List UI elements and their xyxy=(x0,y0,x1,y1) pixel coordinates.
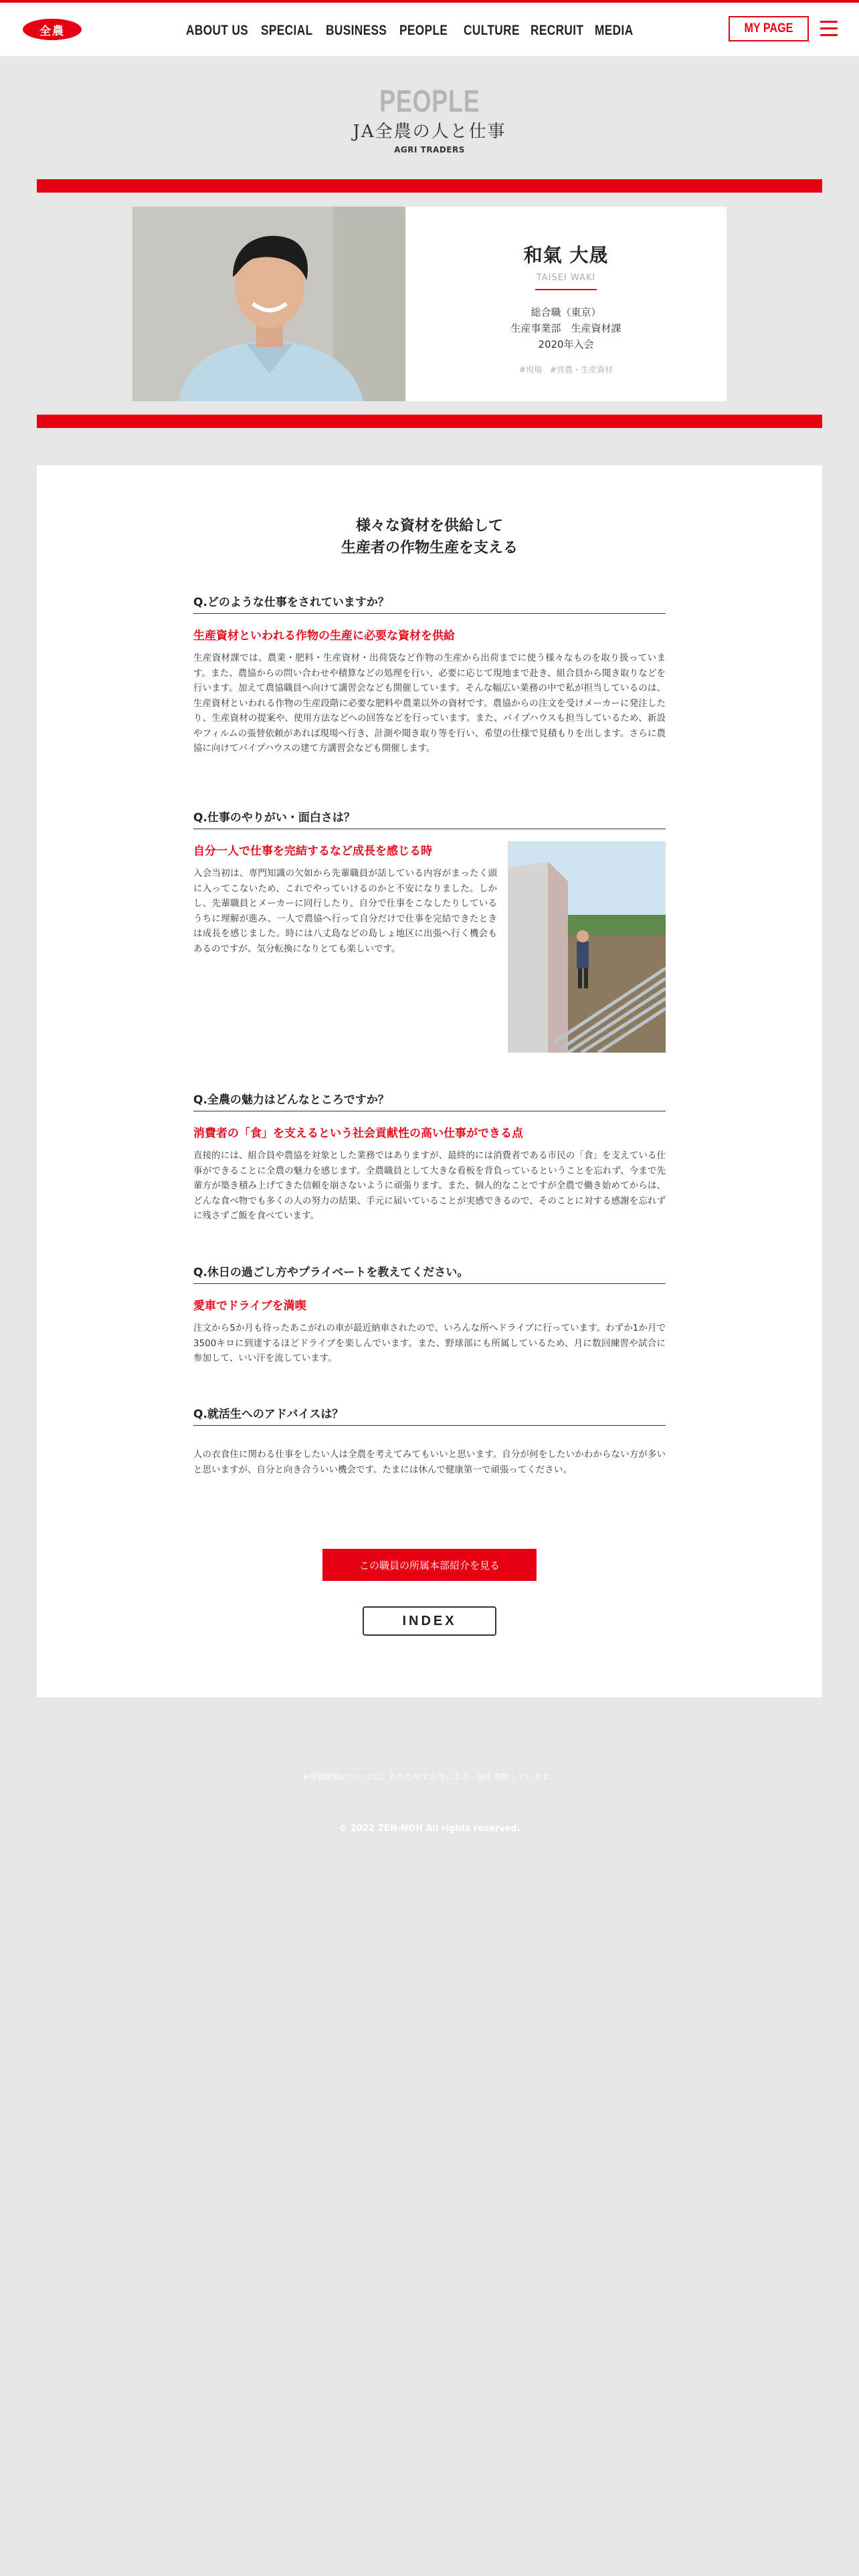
profile-name: 和氣 大晟 xyxy=(523,244,609,266)
profile-divider xyxy=(535,289,597,290)
article-headline xyxy=(37,515,822,559)
qa-answer-body: 注文から5か月も待ったあこがれの車が最近納車されたので、いろんな所へドライブに行っています。わずか1か月で3500キロに到達するほどドライブを楽しんでいます。また、野球部にも所属しているため、月に数回練習や試合に参加して、いい汗を流しています。 xyxy=(193,1323,666,1364)
profile-info xyxy=(405,207,727,401)
nav-media[interactable]: MEDIA xyxy=(595,23,634,38)
qa-answer-body: 生産資材課では、農業・肥料・生産資材・出荷袋など作物の生産から出荷までに使う様々なものを取り扱っています。また、農協からの問い合わせや積算などの処理を行い、必要に応じて現地まで赴き、組合員から聞き取りなどを行います。加えて農協職員へ向けて講習会なども開催しています。そんな幅広い業務の中で私が担当しているのは、生産資材といわれる作物の生産段階に必要な肥料や農業以外の資材です。農協からの注文を受けメーカーに発注したり、生産資材の提案や、使用方法などへの回答などを行っています。また、パイプハウスも担当しているため、新設やフィルムの張替依頼があれば現場へ行き、計測や聞き取り等を行い、希望の仕様で見積もりを出します。さらに農協に向けてパイプハウスの建て方講習会なども開催します。 xyxy=(193,653,666,754)
qa-question: Q.休日の過ごし方やプライベートを教えてください。 xyxy=(193,1263,666,1284)
qa-question: Q.どのような仕事をされていますか？ xyxy=(193,593,666,614)
page-subtitle-en: AGRI TRADERS xyxy=(394,145,465,154)
mypage-label: MY PAGE xyxy=(744,21,793,35)
profile-tags xyxy=(405,364,727,375)
field-photo xyxy=(508,841,666,1053)
logo-text: 全農 xyxy=(39,24,65,38)
page-title xyxy=(0,83,859,119)
qa-section xyxy=(193,1090,666,1224)
page-subtitle: JA全農の人と仕事 xyxy=(353,122,506,142)
qa-section xyxy=(193,593,666,756)
headline-line: 生産者の作物生産を支える xyxy=(341,540,518,556)
qa-question: Q.就活生へのアドバイスは？ xyxy=(193,1404,666,1426)
qa-answer-body: 人の衣食住に関わる仕事をしたい人は全農を考えてみてもいいと思います。自分が何をしたいかわからない方が多いと思いますが、自分と向き合ういい機会です。たまには休んで健康第一で頑張ってください。 xyxy=(193,1449,666,1475)
footer-note: ※役職掲載については、わかりやすさ等により一部を省略しています。 xyxy=(302,1772,557,1782)
nav-people[interactable]: PEOPLE xyxy=(399,23,448,38)
index-button[interactable]: INDEX xyxy=(363,1606,496,1636)
profile-dept-line: 2020年入会 xyxy=(538,338,594,350)
qa-question: Q.仕事のやりがい・面白さは？ xyxy=(193,808,666,829)
tag-link[interactable]: #現場 xyxy=(519,365,543,374)
nav-recruit[interactable]: RECRUIT xyxy=(531,23,584,38)
nav-business[interactable]: BUSINESS xyxy=(326,23,387,38)
tag-link[interactable]: #営農・生産資材 xyxy=(549,365,613,374)
profile-dept xyxy=(405,304,727,352)
logo[interactable] xyxy=(23,19,82,40)
profile-dept-line: 生産事業部 生産資材課 xyxy=(510,322,622,334)
menu-icon[interactable] xyxy=(820,21,838,37)
qa-answer-heading: 消費者の「食」を支えるという社会貢献性の高い仕事ができる点 xyxy=(193,1127,523,1140)
article-card xyxy=(37,465,822,1697)
mypage-button[interactable] xyxy=(729,16,809,41)
qa-answer-heading: 生産資材といわれる作物の生産に必要な資材を供給 xyxy=(193,629,455,643)
qa-section xyxy=(193,808,666,1053)
nav-culture[interactable]: CULTURE xyxy=(464,23,520,38)
profile-photo xyxy=(132,207,405,401)
page-title-text: PEOPLE xyxy=(379,84,480,118)
qa-answer-body: 入会当初は、専門知識の欠如から先輩職員が話している内容がまったく頭に入ってこないため、これでやっていけるのかと不安になりました。しかし、先輩職員とメーカーに同行したり、自分で仕事をこなしたりしているうちに理解が進み、一人で農協へ行って自分だけで仕事を完結できたときは成長を感じました。時には八丈島などの島しょ地区に出張へ行く機会もあるのですが、気分転換になりとても楽しいです。 xyxy=(193,868,497,954)
profile-romaji: TAISEI WAKI xyxy=(536,273,596,283)
profile-dept-line: 総合職（東京） xyxy=(531,306,601,318)
red-band-bottom xyxy=(37,415,822,428)
pipe-house-illustration xyxy=(508,841,666,1053)
headline-line: 様々な資材を供給して xyxy=(355,518,503,534)
qa-section xyxy=(193,1263,666,1366)
nav-special[interactable]: SPECIAL xyxy=(261,23,313,38)
qa-answer-body: 直接的には、組合員や農協を対象とした業務ではありますが、最終的には消費者である市民の「食」を支えている仕事ができることに全農の魅力を感じます。全農職員として大きな看板を背負っているということを忘れず、今まで先輩方が築き積み上げてきた信頼を崩さないように頑張ります。また、個人的なことですが全農で働き始めてからは、どんな食べ物でも多くの人の努力の結果、手元に届いていることが実感できるので、そのことに対する感謝を忘れずに残さずご飯を食べています。 xyxy=(193,1150,666,1221)
red-band-top xyxy=(37,179,822,193)
qa-answer-heading: 愛車でドライブを満喫 xyxy=(193,1299,306,1313)
qa-section xyxy=(193,1404,666,1477)
footer-copyright: © 2022 ZEN-NOH All rights reserved. xyxy=(339,1824,520,1834)
portrait-illustration xyxy=(132,207,405,401)
department-intro-button[interactable]: この職員の所属本部紹介を見る xyxy=(322,1549,537,1581)
nav-about-us[interactable]: ABOUT US xyxy=(186,23,249,38)
site-header xyxy=(0,3,859,56)
qa-answer-heading: 自分一人で仕事を完結するなど成長を感じる時 xyxy=(193,845,432,858)
qa-question: Q.全農の魅力はどんなところですか？ xyxy=(193,1090,666,1111)
global-nav xyxy=(186,23,648,39)
profile-card xyxy=(132,207,727,401)
